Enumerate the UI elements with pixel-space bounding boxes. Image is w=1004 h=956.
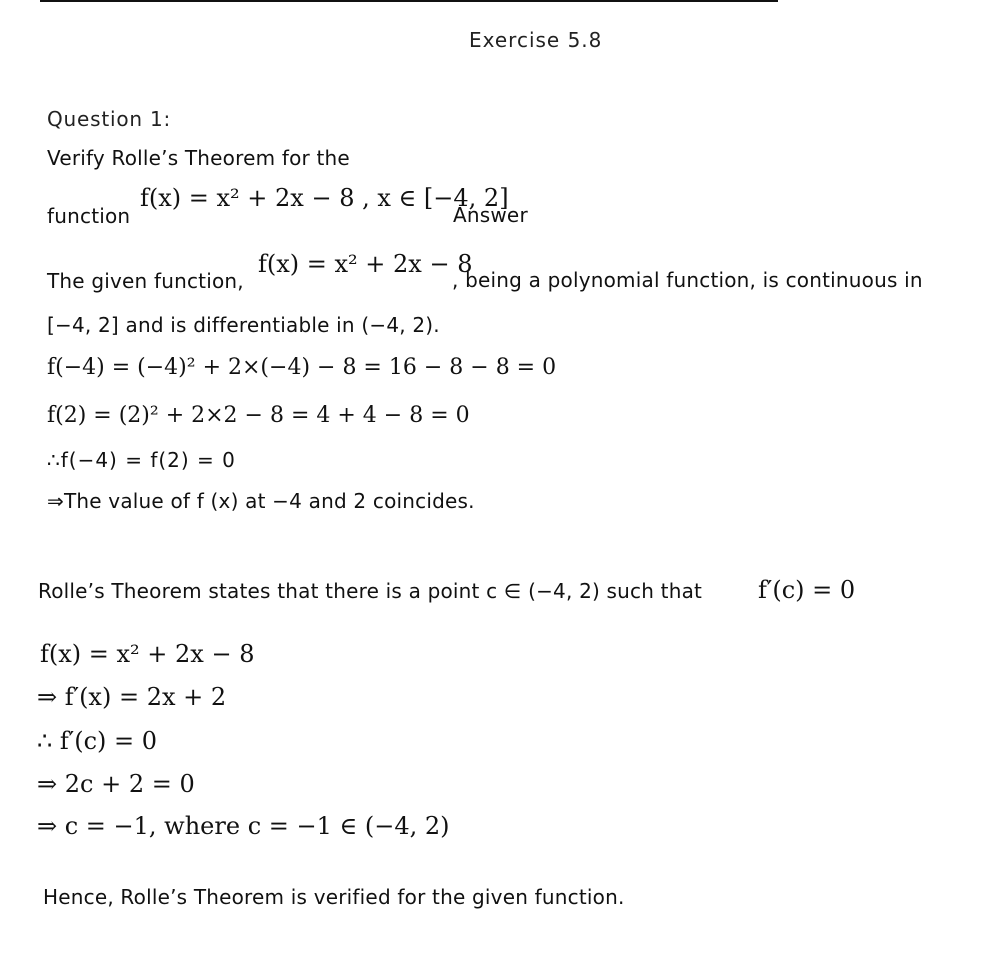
coincide-statement: ⇒The value of f (x) at −4 and 2 coincides. — [47, 489, 475, 513]
derivation-step-4: ⇒ 2c + 2 = 0 — [37, 770, 195, 798]
domain-statement: [−4, 2] and is differentiable in (−4, 2). — [47, 313, 440, 337]
evaluation-at-minus-four: f(−4) = (−4)² + 2×(−4) − 8 = 16 − 8 − 8 = 0 — [47, 355, 557, 380]
derivation-step-2: ⇒ f′(x) = 2x + 2 — [37, 683, 227, 711]
equality-conclusion: ∴f(−4) = f(2) = 0 — [47, 448, 236, 472]
rolle-condition-expression: f′(c) = 0 — [758, 576, 856, 604]
function-word: function — [47, 204, 131, 228]
conclusion-text: Hence, Rolle’s Theorem is verified for the given function. — [43, 885, 625, 909]
given-function-suffix: , being a polynomial function, is continuous in — [452, 268, 923, 292]
rolle-statement: Rolle’s Theorem states that there is a point c ∈ (−4, 2) such that — [38, 579, 703, 603]
derivation-step-1: f(x) = x² + 2x − 8 — [40, 640, 255, 668]
derivation-step-3: ∴ f′(c) = 0 — [37, 727, 158, 755]
question-function-expression: f(x) = x² + 2x − 8 , x ∈ [−4, 2] — [140, 184, 509, 212]
question-text: Verify Rolle’s Theorem for the — [47, 146, 350, 170]
question-label: Question 1: — [47, 107, 172, 131]
derivation-step-5: ⇒ c = −1, where c = −1 ∈ (−4, 2) — [37, 812, 450, 840]
page-title: Exercise 5.8 — [469, 28, 603, 52]
given-function-prefix: The given function, — [47, 269, 244, 293]
given-function-expression: f(x) = x² + 2x − 8 — [258, 250, 473, 278]
evaluation-at-two: f(2) = (2)² + 2×2 − 8 = 4 + 4 − 8 = 0 — [47, 403, 470, 428]
answer-label: Answer — [453, 203, 528, 227]
top-rule — [40, 0, 778, 2]
